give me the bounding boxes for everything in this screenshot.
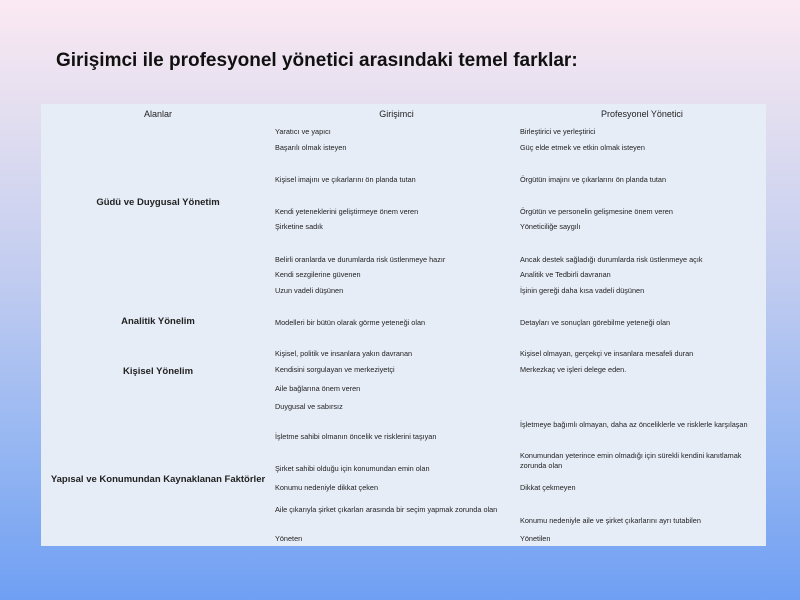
entrepreneur-trait: Şirketine sadık	[275, 222, 323, 231]
manager-trait: Güç elde etmek ve etkin olmak isteyen	[520, 143, 645, 152]
manager-trait: Analitik ve Tedbirli davranan	[520, 270, 611, 279]
manager-trait: Örgütün imajını ve çıkarlarını ön planda tutan	[520, 175, 667, 184]
manager-trait: Birleştirici ve yerleştirici	[520, 127, 596, 136]
entrepreneur-trait: Kendi sezgilerine güvenen	[275, 270, 361, 279]
entrepreneur-trait: Kendisini sorgulayan ve merkeziyetçi	[275, 365, 395, 374]
entrepreneur-trait: İşletme sahibi olmanın öncelik ve risklerini taşıyan	[275, 432, 437, 441]
entrepreneur-trait: Yöneten	[275, 534, 303, 543]
header-alanlar: Alanlar	[143, 109, 172, 119]
entrepreneur-trait: Belirli oranlarda ve durumlarda risk üstlenmeye hazır	[275, 255, 446, 264]
entrepreneur-trait: Yaratıcı ve yapıcı	[275, 127, 331, 136]
entrepreneur-trait: Aile çıkarıyla şirket çıkarları arasında bir seçim yapmak zorunda olan	[275, 505, 498, 514]
manager-trait: Kişisel olmayan, gerçekçi ve insanlara mesafeli duran	[520, 349, 694, 358]
entrepreneur-trait: Modelleri bir bütün olarak görme yeteneği olan	[275, 318, 426, 327]
manager-trait: Ancak destek sağladığı durumlarda risk üstlenmeye açık	[520, 255, 703, 264]
header-girisimci: Girişimci	[379, 109, 414, 119]
entrepreneur-trait: Kişisel imajını ve çıkarlarını ön planda tutan	[275, 175, 416, 184]
entrepreneur-trait: Kendi yeteneklerini geliştirmeye önem veren	[275, 207, 419, 216]
manager-trait: Örgütün ve personelin gelişmesine önem veren	[520, 207, 673, 216]
category-analitik: Analitik Yönelim	[121, 316, 195, 327]
entrepreneur-trait: Uzun vadeli düşünen	[275, 286, 344, 295]
entrepreneur-trait: Duygusal ve sabırsız	[275, 402, 343, 411]
entrepreneur-trait: Konumu nedeniyle dikkat çeken	[275, 483, 379, 492]
manager-trait: İşinin gereği daha kısa vadeli düşünen	[520, 286, 645, 295]
entrepreneur-trait: Kişisel, politik ve insanlara yakın davranan	[275, 349, 413, 358]
manager-trait: Konumu nedeniyle aile ve şirket çıkarlarını ayrı tutabilen	[520, 516, 701, 525]
manager-trait: Detayları ve sonuçları görebilme yeteneği olan	[520, 318, 671, 327]
category-gudu-duygusal: Güdü ve Duygusal Yönetim	[96, 197, 220, 208]
entrepreneur-trait: Aile bağlarına önem veren	[275, 384, 361, 393]
manager-trait: Konumundan yeterince emin olmadığı için sürekli kendini kanıtlamak zorunda olan	[520, 451, 742, 470]
category-kisisel: Kişisel Yönelim	[122, 366, 194, 377]
category-yapisal: Yapısal ve Konumundan Kaynaklanan Faktörler	[50, 474, 266, 485]
manager-trait: Yönetilen	[520, 534, 551, 543]
entrepreneur-trait: Şirket sahibi olduğu için konumundan emin olan	[275, 464, 430, 473]
manager-trait: Merkezkaç ve işleri delege eden.	[520, 365, 627, 374]
manager-trait: Dikkat çekmeyen	[520, 483, 576, 492]
manager-trait: İşletmeye bağımlı olmayan, daha az önceliklerle ve risklerle karşılaşan	[520, 420, 748, 429]
manager-trait: Yöneticiliğe saygılı	[520, 222, 581, 231]
header-profesyonel-yonetici: Profesyonel Yönetici	[601, 109, 683, 119]
slide-title: Girişimci ile profesyonel yönetici arasındaki temel farklar:	[56, 50, 578, 71]
comparison-table	[41, 104, 766, 546]
entrepreneur-trait: Başarılı olmak isteyen	[275, 143, 347, 152]
